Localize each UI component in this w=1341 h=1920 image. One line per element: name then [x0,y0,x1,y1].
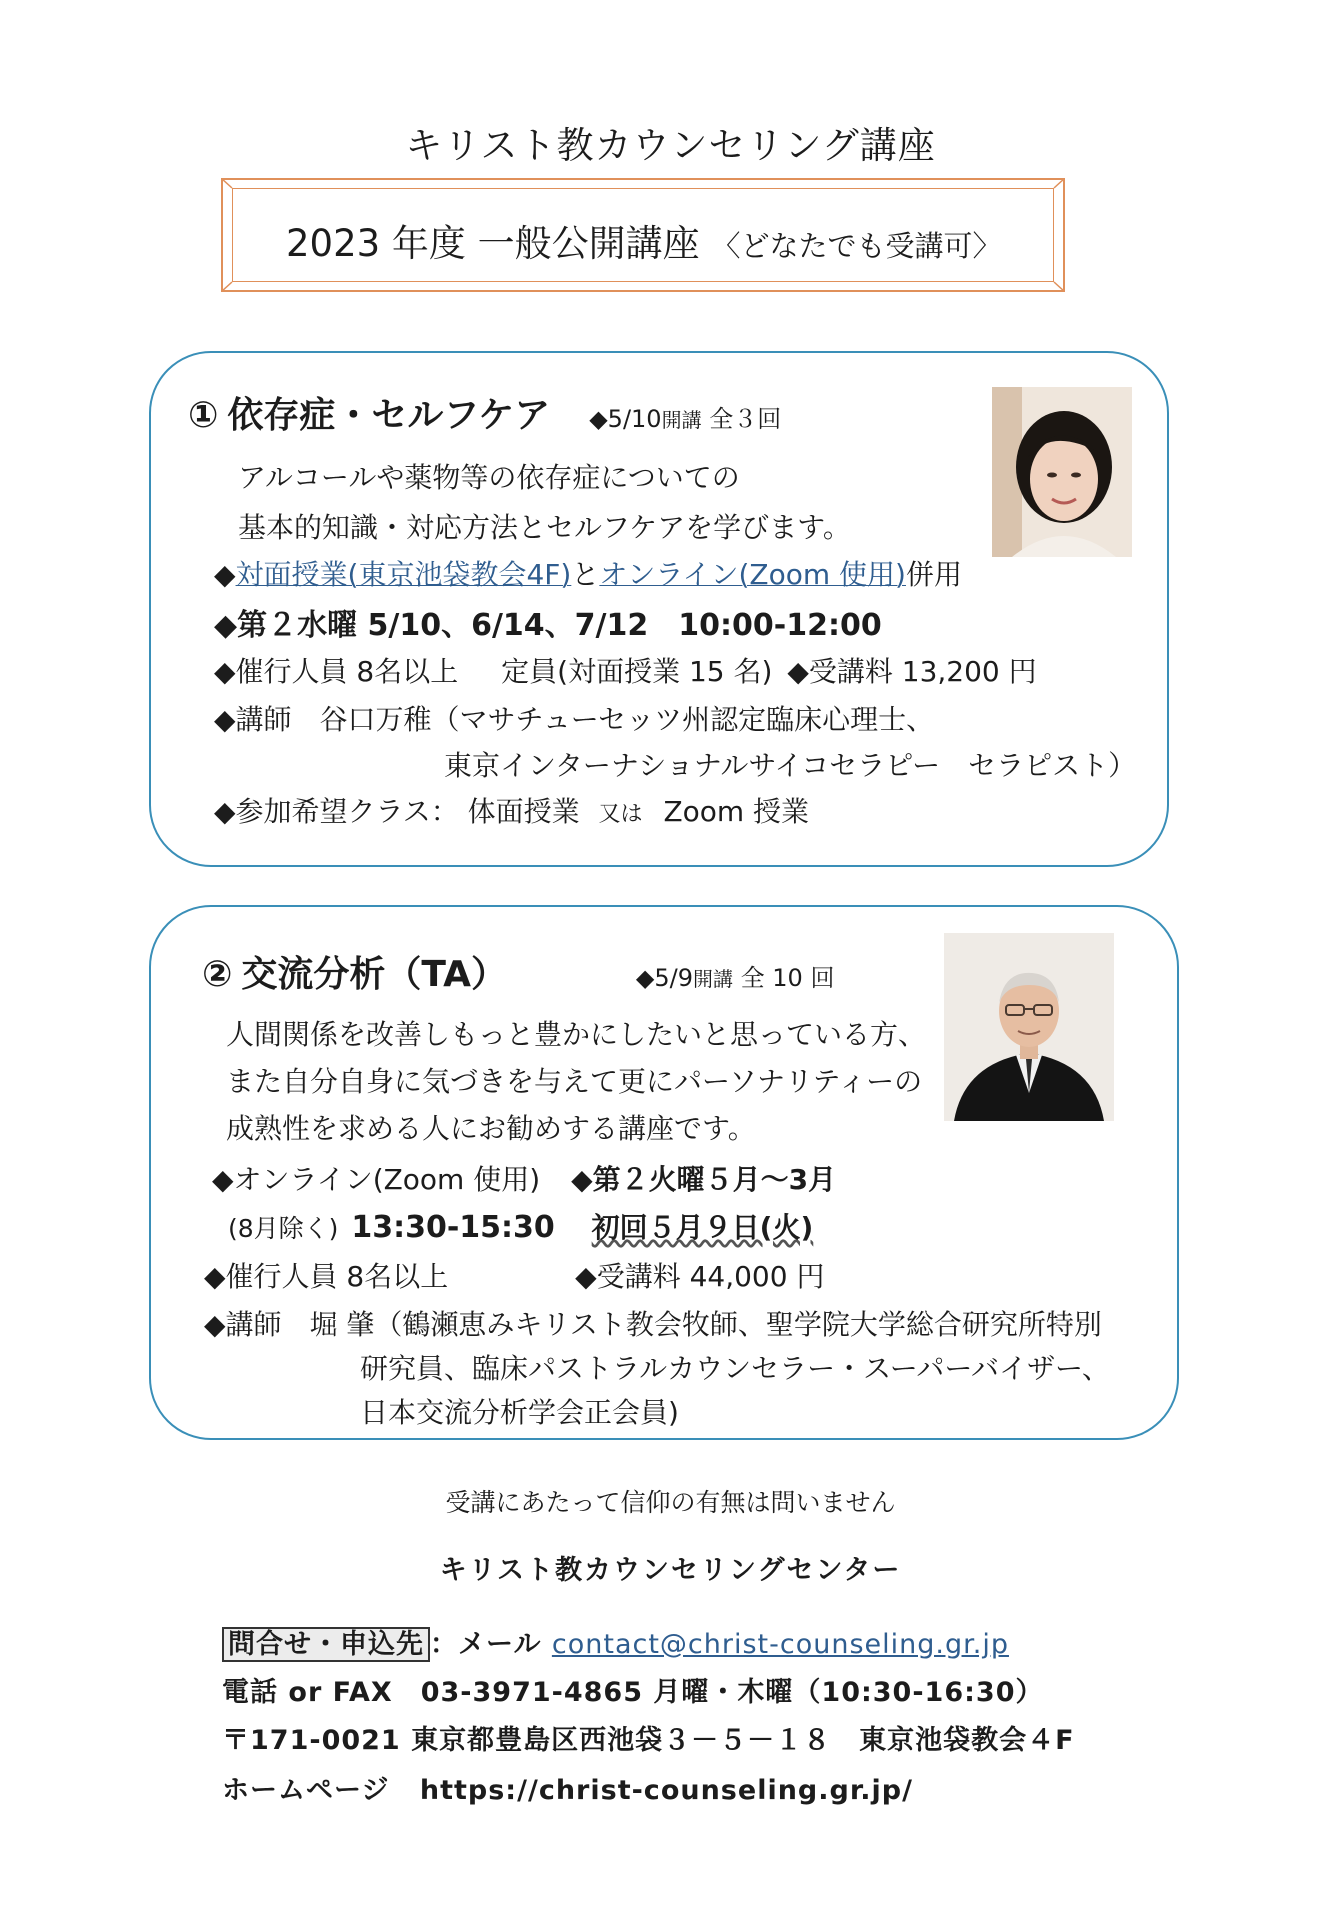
homepage-row [222,1768,913,1807]
course-1-min-people: ◆催行人員 8名以上 [214,655,459,688]
course-1-online-link[interactable]: オンライン(Zoom 使用) [599,558,906,591]
mail-label: ：メール [430,1629,542,1660]
course-2-number: ② [202,954,233,995]
course-2-min-people: ◆催行人員 8名以上 [204,1260,449,1293]
course-1-start-suffix: 開講 [661,408,702,432]
subtitle [286,213,1001,267]
course-1-class-or: 又は [598,802,643,827]
phone-fax: 電話 or FAX 03-3971-4865 月曜・木曜（10:30-16:30） [222,1677,1044,1708]
email-link[interactable]: contact@christ-counseling.gr.jp [551,1629,1009,1660]
course-2-instructor-2: 研究員、臨床パストラルカウンセラー・スーパーバイザー、 [360,1352,1110,1385]
course-2-details [204,1255,824,1295]
course-1-format-bullet: ◆ [214,558,236,591]
inquiry-label: 問合せ・申込先 [222,1627,430,1662]
course-1-desc-1: アルコールや薬物等の依存症についての [238,461,740,494]
course-1-heading [188,387,781,438]
course-2-format-row [212,1158,836,1198]
course-1-number: ① [188,395,219,436]
homepage-url[interactable]: https://christ-counseling.gr.jp/ [419,1775,913,1806]
course-1-fee: ◆受講料 13,200 円 [787,655,1037,688]
faith-notice: 受講にあたって信仰の有無は問いません [445,1488,896,1517]
course-2-schedule-day: ◆第２火曜５月～3月 [571,1163,837,1196]
course-1-format [214,553,962,593]
course-2-title: 交流分析（TA） [241,954,508,995]
course-2-exclusion: (8月除く) [228,1214,339,1243]
organization-name: キリスト教カウンセリングセンター [439,1555,902,1586]
course-1-instructor: ◆講師 谷口万稚（マサチューセッツ州認定臨床心理士、 [214,703,935,736]
course-2-instructor-3: 日本交流分析学会正会員) [360,1396,679,1429]
course-1-details [214,650,1037,690]
course-1-class-choice-label: ◆参加希望クラス： 体面授業 [214,795,580,828]
course-2-start-suffix: 開講 [693,967,734,991]
course-2-desc-2: また自分自身に気づきを与えて更にパーソナリティーの [226,1065,923,1098]
course-1-desc-2: 基本的知識・対応方法とセルフケアを学びます。 [238,511,851,544]
course-1-instructor-2: 東京インターナショナルサイコセラピー セラピスト） [444,749,1137,782]
course-1-format-suffix: 併用 [905,558,962,591]
subtitle-note: 〈どなたでも受講可〉 [711,229,1002,263]
homepage-label: ホームページ [222,1775,390,1806]
course-2-time: 13:30-15:30 [351,1210,555,1245]
postal-address: 〒171-0021 東京都豊島区西池袋３－５－１８ 東京池袋教会４F [222,1725,1075,1756]
course-1-inperson-link[interactable]: 対面授業(東京池袋教会4F) [235,558,572,591]
course-2-format: ◆オンライン(Zoom 使用) [212,1163,541,1196]
course-2-start: ◆5/9 [635,964,694,992]
course-1-format-and: と [571,558,600,591]
course-2-heading [202,946,834,997]
course-1-sessions: 全３回 [709,405,782,433]
course-1-start: ◆5/10 [589,405,662,433]
course-1-title: 依存症・セルフケア [227,395,551,436]
course-2-sessions: 全 10 回 [740,964,835,992]
course-1-schedule: ◆第２水曜 5/10、6/14、7/12 10:00-12:00 [214,608,882,643]
contact-row [222,1622,1009,1661]
course-1-class-choice [214,790,809,830]
course-2-instructor-1: ◆講師 堀 肇（鶴瀬恵みキリスト教会牧師、聖学院大学総合研究所特別 [204,1308,1102,1341]
subtitle-text: 2023 年度 一般公開講座 [286,222,700,265]
instructor-1-photo [992,387,1132,557]
course-1-class-zoom: Zoom 授業 [663,795,810,828]
course-2-desc-1: 人間関係を改善しもっと豊かにしたいと思っている方、 [226,1018,927,1051]
course-1-capacity: 定員(対面授業 15 名) [501,655,773,688]
course-2-time-row [228,1206,813,1246]
course-2-first: 初回５月９日(火) [591,1211,814,1244]
course-2-fee: ◆受講料 44,000 円 [575,1260,825,1293]
page-title: キリスト教カウンセリング講座 [405,124,936,167]
instructor-2-photo [944,933,1114,1121]
course-2-desc-3: 成熟性を求める人にお勧めする講座です。 [226,1112,756,1145]
